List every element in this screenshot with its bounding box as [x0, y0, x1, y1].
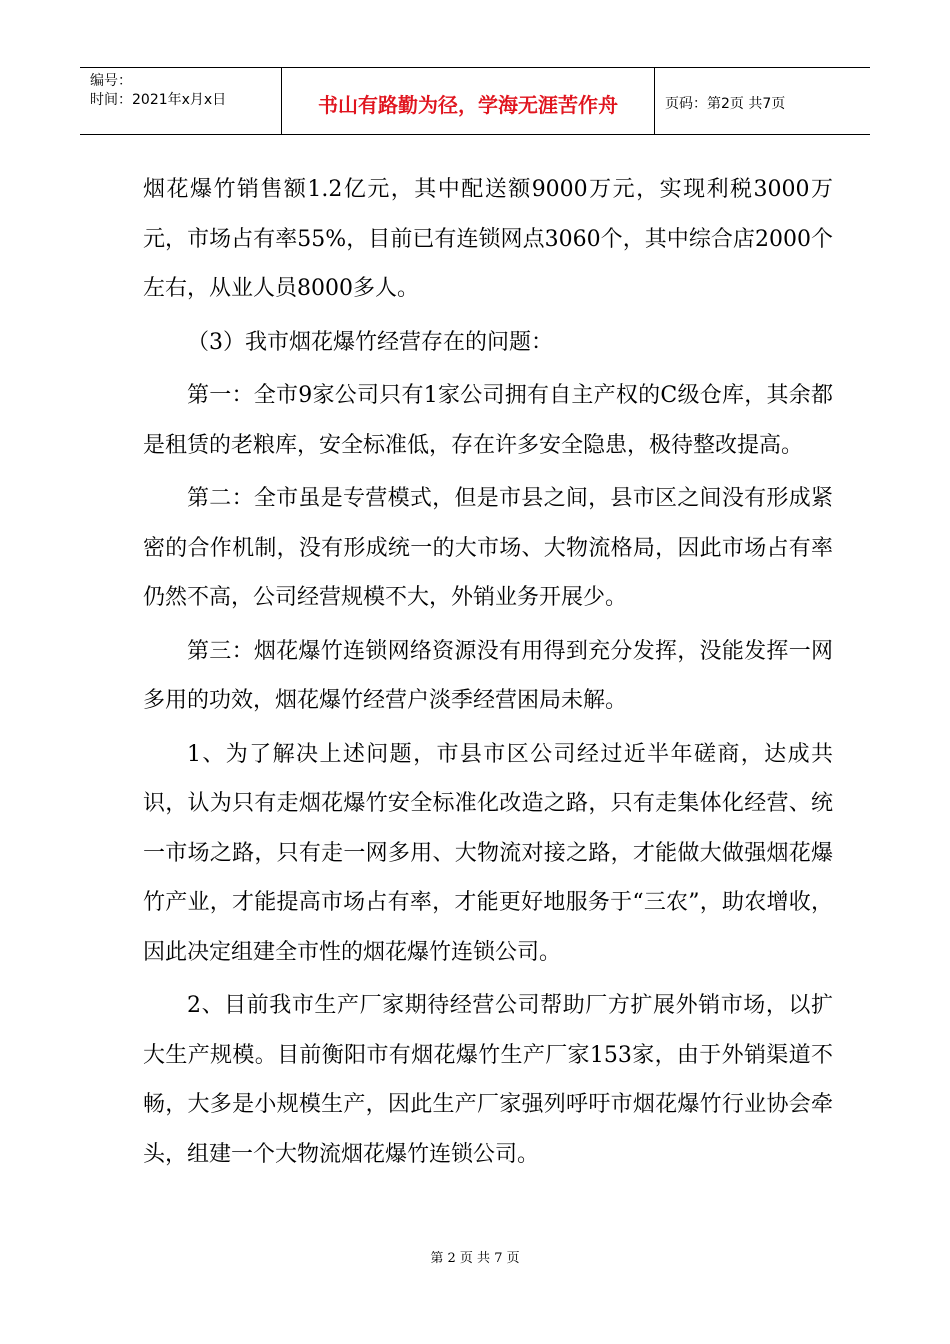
paragraph-problems-heading: （3）我市烟花爆竹经营存在的问题：: [187, 329, 553, 355]
paragraph-point-2: 2、目前我市生产厂家期待经营公司帮助厂方扩展外销市场，以扩大生产规模。目前衡阳市有烟花爆竹生产厂家153家，由于外销渠道不畅，大多是小规模生产，因此生产厂家强列呼吁市烟花爆竹行业协会牵头，组建一个大物流烟花爆竹连锁公司。: [143, 993, 833, 1167]
header-meta: [80, 68, 282, 134]
paragraph-problem-first: 第一：全市9家公司只有1家公司拥有自主产权的C级仓库，其余都是租赁的老粮库，安全标准低，存在许多安全隐患，极待整改提高。: [143, 383, 833, 458]
header-page-code: 页码：第2页 共7页: [665, 96, 786, 112]
paragraph-sales-summary: 烟花爆竹销售额1.2亿元，其中配送额9000万元，实现利税3000万元，市场占有率55%，目前已有连锁网点3060个，其中综合店2000个左右，从业人员8000多人。: [143, 177, 833, 301]
document-body: [143, 165, 833, 1179]
paragraph-point-1: 1、为了解决上述问题，市县市区公司经过近半年磋商，达成共识，认为只有走烟花爆竹安全标准化改造之路，只有走集体化经营、统一市场之路，只有走一网多用、大物流对接之路，才能做大做强烟花爆竹产业，才能提高市场占有率，才能更好地服务于“三农”，助农增收，因此决定组建全市性的烟花爆竹连锁公司。: [143, 741, 833, 965]
document-date: 时间：2021年x月x日: [90, 92, 227, 108]
document-header: [80, 67, 870, 135]
paragraph-problem-third: 第三：烟花爆竹连锁网络资源没有用得到充分发挥，没能发挥一网多用的功效，烟花爆竹经营户淡季经营困局未解。: [143, 638, 833, 713]
paragraph-problem-second: 第二：全市虽是专营模式，但是市县之间，县市区之间没有形成紧密的合作机制，没有形成统一的大市场、大物流格局，因此市场占有率仍然不高，公司经营规模不大，外销业务开展少。: [143, 486, 833, 610]
page-footer: 第 2 页 共 7 页: [430, 1251, 520, 1266]
document-number-label: 编号：: [90, 73, 132, 89]
header-motto: 书山有路勤为径，学海无涯苦作舟: [282, 68, 655, 134]
